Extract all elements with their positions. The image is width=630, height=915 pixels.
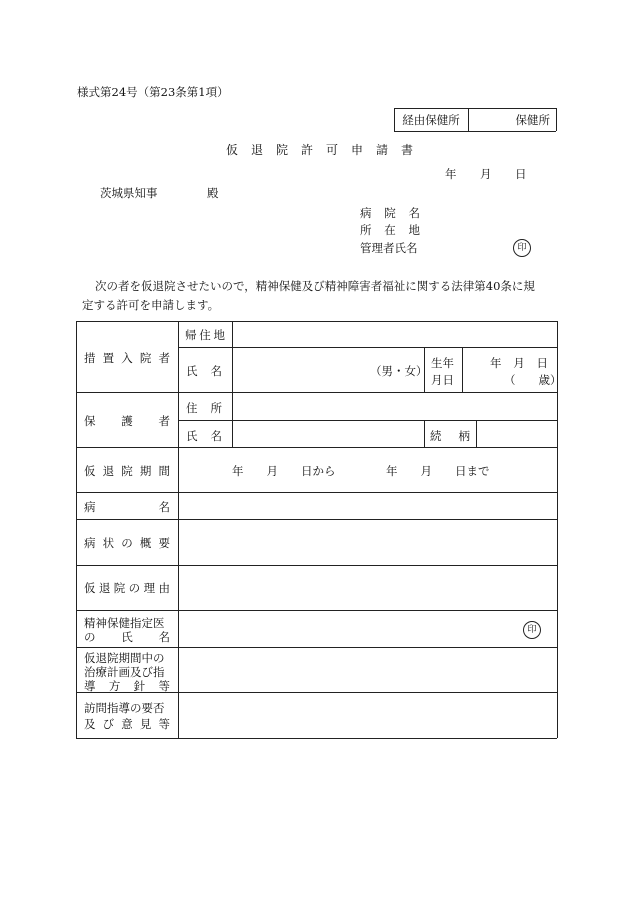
period-from: 年 月 日から bbox=[232, 464, 336, 478]
relationship-label: 続 柄 bbox=[430, 429, 470, 443]
treatment-plan-label-3: 導 方 針 等 bbox=[84, 679, 170, 693]
guardian-section-label: 保 護 者 bbox=[84, 414, 170, 428]
physician-label-1: 精神保健指定医 bbox=[84, 616, 165, 630]
location-label: 所 在 地 bbox=[360, 223, 420, 237]
visit-label-2: 及 び 意 見 等 bbox=[84, 717, 170, 731]
period-label: 仮 退 院 期 間 bbox=[84, 464, 170, 478]
age: （ 歳） bbox=[504, 373, 562, 387]
date-month: 月 bbox=[480, 167, 492, 181]
birth-date: 年 月 日 bbox=[490, 356, 548, 370]
sex-choice: （男・女） bbox=[370, 364, 428, 378]
physician-seal-icon: 印 bbox=[523, 621, 541, 639]
applicant-seal-icon: 印 bbox=[513, 239, 531, 257]
form-number: 様式第24号（第23条第1項） bbox=[77, 85, 229, 99]
body-line-1: 次の者を仮退院させたいので，精神保健及び精神障害者福祉に関する法律第40条に規 bbox=[95, 279, 535, 293]
addressee-honorific: 殿 bbox=[207, 186, 219, 200]
guardian-name-label: 氏 名 bbox=[186, 429, 222, 443]
return-address-label: 帰 住 地 bbox=[185, 328, 225, 342]
routing-value: 保健所 bbox=[515, 112, 550, 127]
addressee-name: 茨城県知事 bbox=[100, 186, 158, 200]
patient-section-label: 措 置 入 院 者 bbox=[84, 351, 170, 365]
guardian-address-label: 住 所 bbox=[186, 401, 222, 415]
birth-label-2: 月日 bbox=[431, 373, 454, 387]
visit-label-1: 訪問指導の要否 bbox=[84, 701, 165, 715]
routing-label: 経由保健所 bbox=[402, 112, 460, 127]
body-line-2: 定する許可を申請します。 bbox=[82, 298, 220, 312]
page-title: 仮退院許可申請書 bbox=[226, 143, 427, 157]
patient-name-label: 氏 名 bbox=[186, 364, 222, 378]
period-to: 年 月 日まで bbox=[386, 464, 490, 478]
hospital-name-label: 病 院 名 bbox=[360, 206, 420, 220]
reason-label: 仮 退 院 の 理 由 bbox=[84, 581, 170, 595]
date-year: 年 bbox=[445, 167, 457, 181]
treatment-plan-label-1: 仮退院期間中の bbox=[84, 651, 165, 665]
manager-label: 管理者氏名 bbox=[360, 241, 418, 255]
physician-label-2: の 氏 名 bbox=[84, 630, 170, 644]
date-day: 日 bbox=[515, 167, 527, 181]
condition-label: 病 状 の 概 要 bbox=[84, 536, 170, 550]
birth-label-1: 生年 bbox=[431, 356, 454, 370]
treatment-plan-label-2: 治療計画及び指 bbox=[84, 665, 165, 679]
disease-label: 病 名 bbox=[84, 500, 170, 514]
